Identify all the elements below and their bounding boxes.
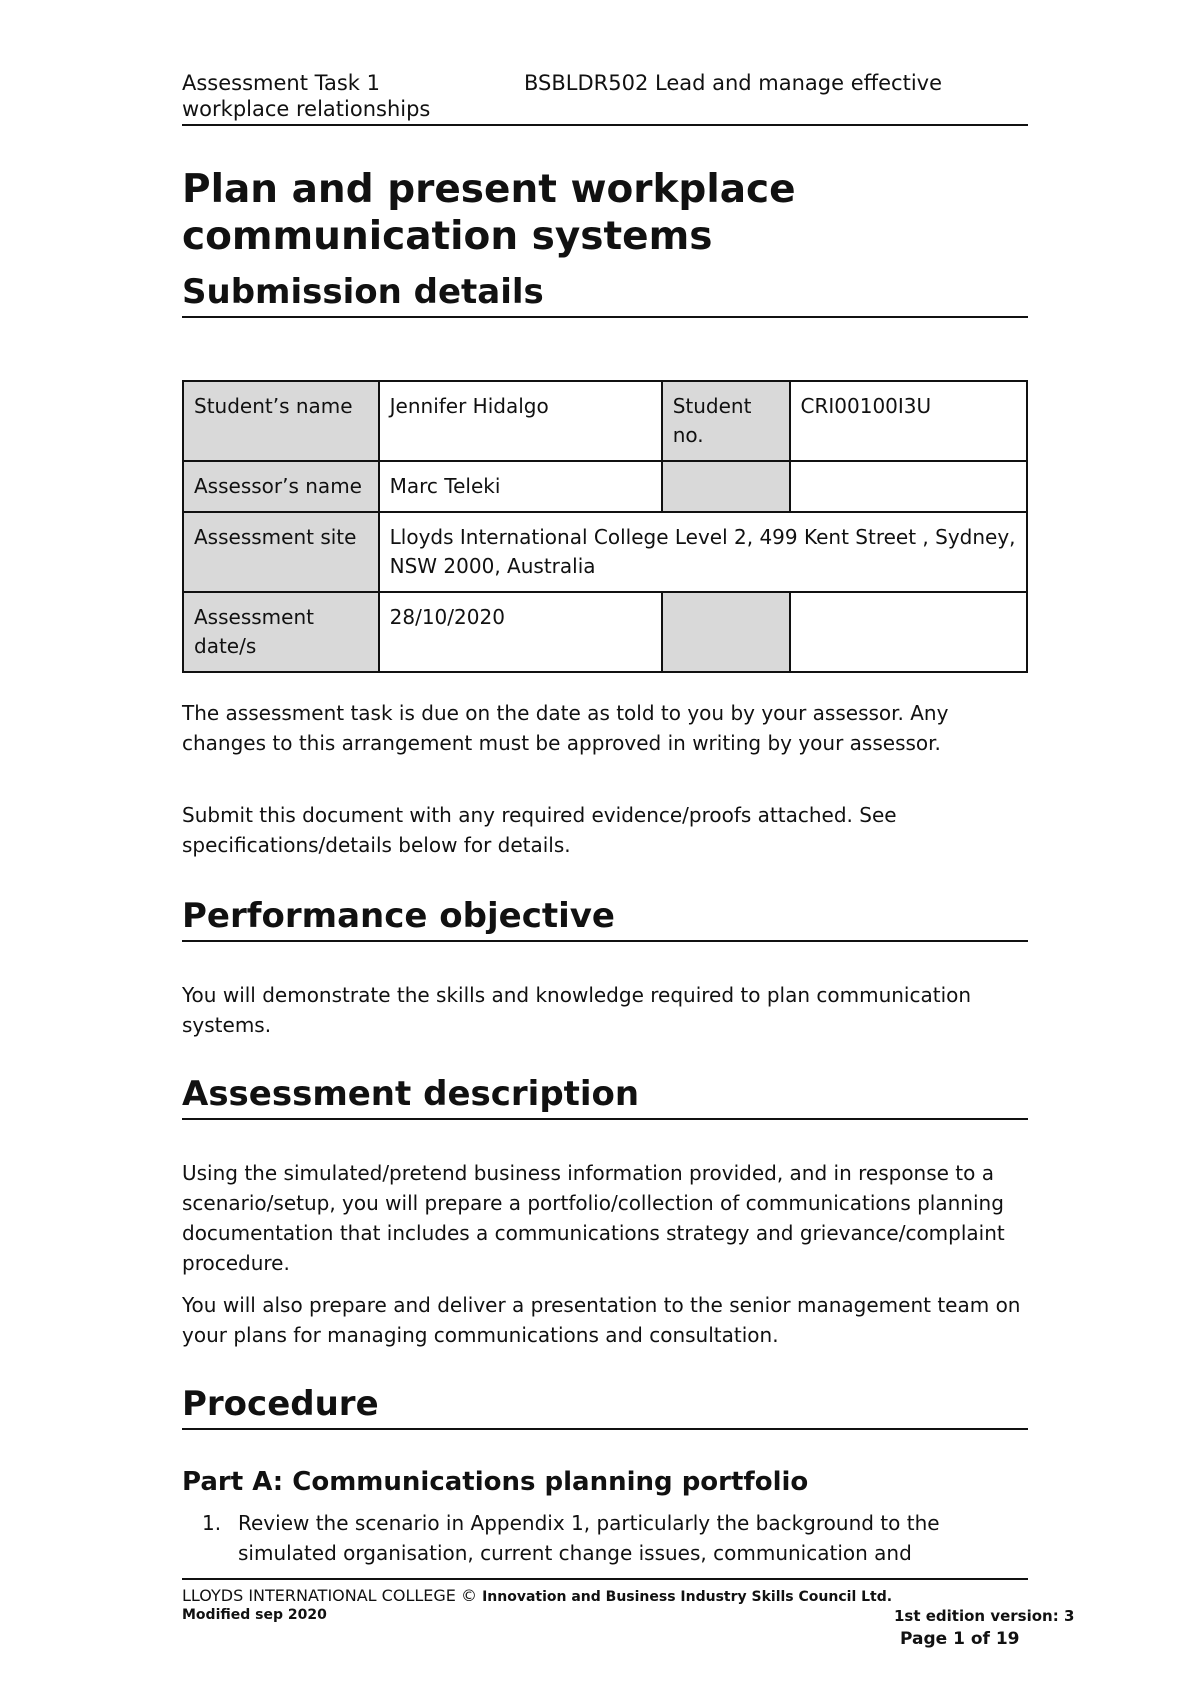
step-number: 1. <box>202 1511 222 1535</box>
assessment-site-label: Assessment site <box>183 512 379 592</box>
header-divider <box>182 124 1028 126</box>
list-item <box>182 1508 1028 1568</box>
header-task: Assessment Task 1 <box>182 71 381 95</box>
table-row <box>183 592 1027 672</box>
submission-table <box>182 380 1028 673</box>
table-row <box>183 512 1027 592</box>
submit-paragraph: Submit this document with any required evidence/proofs attached. See specifications/details below for details. <box>182 803 897 857</box>
procedure-steps <box>182 1508 1028 1568</box>
description-paragraph-2: You will also prepare and deliver a presentation to the senior management team on your plans for managing communications and consultation. <box>182 1293 1021 1347</box>
table-row <box>183 461 1027 512</box>
performance-objective-text: You will demonstrate the skills and knowledge required to plan communication systems. <box>182 983 972 1037</box>
assessment-description-heading: Assessment description <box>182 1074 1028 1120</box>
empty-cell <box>790 592 1027 672</box>
step-text: Review the scenario in Appendix 1, particularly the background to the simulated organisation, current change issues, communication and <box>238 1511 940 1565</box>
header-unit-continued: workplace relationships <box>182 97 431 121</box>
assessment-site-value: Lloyds International College Level 2, 499 Kent Street , Sydney, NSW 2000, Australia <box>379 512 1027 592</box>
footer-council: Innovation and Business Industry Skills Council Ltd. <box>482 1589 893 1605</box>
empty-shaded-cell <box>662 592 790 672</box>
empty-shaded-cell <box>662 461 790 512</box>
title-line-2: communication systems <box>182 214 713 259</box>
due-date-paragraph: The assessment task is due on the date as told to you by your assessor. Any changes to this arrangement must be approved in writing by your assessor. <box>182 701 949 755</box>
table-row <box>183 381 1027 461</box>
student-name-value: Jennifer Hidalgo <box>379 381 662 461</box>
footer-line-1 <box>182 1586 892 1605</box>
student-no-label: Student no. <box>662 381 790 461</box>
footer-divider <box>182 1578 1028 1580</box>
document-title <box>182 166 796 260</box>
performance-objective-heading: Performance objective <box>182 896 1028 942</box>
part-a-heading: Part A: Communications planning portfolio <box>182 1467 809 1497</box>
footer-college: LLOYDS INTERNATIONAL COLLEGE © <box>182 1586 477 1605</box>
assessor-name-label: Assessor’s name <box>183 461 379 512</box>
student-no-value: CRI00100I3U <box>790 381 1027 461</box>
title-line-1: Plan and present workplace <box>182 167 796 212</box>
student-name-label: Student’s name <box>183 381 379 461</box>
submission-details-heading: Submission details <box>182 272 1028 318</box>
empty-cell <box>790 461 1027 512</box>
procedure-heading: Procedure <box>182 1384 1028 1430</box>
footer-edition: 1st edition version: 3 <box>894 1607 1075 1625</box>
description-paragraph-1: Using the simulated/pretend business information provided, and in response to a scenario/setup, you will prepare a portfolio/collection of communications planning documentation that includes a communications strategy and grievance/complaint procedure. <box>182 1161 1005 1275</box>
assessment-date-label: Assessment date/s <box>183 592 379 672</box>
header-unit: BSBLDR502 Lead and manage effective <box>524 71 943 95</box>
assessment-date-value: 28/10/2020 <box>379 592 662 672</box>
footer-modified: Modified sep 2020 <box>182 1607 327 1623</box>
footer-page-number: Page 1 of 19 <box>900 1629 1020 1649</box>
assessor-name-value: Marc Teleki <box>379 461 662 512</box>
